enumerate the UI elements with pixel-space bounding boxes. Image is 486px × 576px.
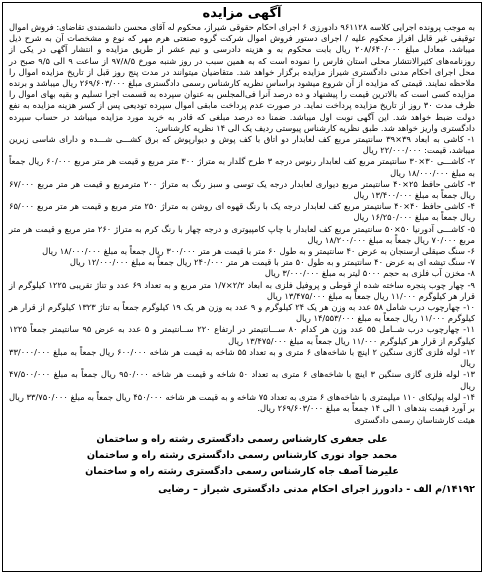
list-item: ۱۳- لوله فلزی گازی سنگین ۳ اینچ با شاخه‌های ۶ متری به تعداد ۵۰ شاخه و قیمت هر شاخه ۹۵۰/۰۰۰ ریال جمعاً به مبلغ ۴۷/۵۰۰/۰۰۰ ریال: [9, 369, 475, 391]
notice-footer: ۱۴۱۹۲/م الف - دادورز اجرای احکام مدنی دادگستری شیراز – رضایی: [158, 484, 475, 496]
signature-line: محمد جواد نوری کارشناس رسمی دادگستری رشته راه و ساختمان: [86, 450, 398, 462]
list-item: ۸- مخزن آب فلزی به حجم ۵۰۰۰ لیتر به مبلغ ۳/۰۰۰/۰۰۰ ریال: [264, 268, 475, 279]
notice-title: آگهی مزایده: [202, 6, 282, 21]
signatures-block: [9, 432, 475, 480]
list-item: ۱- کاشی به ابعاد ۳۹×۳۹ سانتیمتر مربع کف لعابدار دو اتاق با کف پوش و دیوارپوش که برق کشـــی شـــده و دارای شاسی زیرین میباشد، قیمت: ۲۲/۰۰۰/۰۰۰ ریال: [9, 134, 475, 156]
notice-intro: به موجب پرونده اجرایی کلاسه ۹۶۱۱۲۸ دادورزی ۶ اجرای احکام حقوقی شیراز، محکوم له آقای محسن دانشمندی تقاضای: فروش اموال توقیفی غیر قابل افراز محکوم علیه / اجرای دستور فروش اموال شرکت گروه صنعتی هرم مهر که نوع و مشخصات آن به شرح ذیل میباشد، معادل مبلغ ۲۰۸/۶۴۰/۰۰۰ ریال بابت محکوم به و هزینه دادرسی و نیم عشر از طریق مزایده و انتشار آگهی در یکی از روزنامه‌های کثیرالانتشار محلی استان فارس را نموده است که به همین سبب در روز شنبه مورخ ۹۷/۸/۵ از ساعت ۹ الی ۹/۵ صبح در محل اجرای احکام مدنی دادگستری شیراز مزایده برگزار خواهد شد. متقاضیان میتوانند در مدت پنج روز قبل از تاریخ مزایده اموال را ملاحظه نمایند. قیمتی که مزایده از آن شروع میشود براساس نظریه کارشناس رسمی دادگستری مبلغ ۲۶۹/۶۰۳/۰۰۰ ریال میباشد و برنده مزایده کسی است که بالاترین قیمت را پیشنهاد و ده درصد آنرا فی‌المجلس به عنوان سپرده به قسمت اجرا تسلیم و بقیه بهای اموال را ظرف مدت ۳۰ روز از تاریخ مزایده پرداخت نماید. در صورت عدم پرداخت مابقی اموال سپرده تودیعی پس از کسر هزینه مزایده به نفع دولت ضبط خواهد شد. این آگهی نوبت اول میباشد. ضمنا ده درصد مبلغی که قادر به خرید مورد مزایده میباشد در حساب سپرده دادگستری واریز خواهد شد. طبق نظریه کارشناس پیوستی ردیف یک الی ۱۴ نظریه کارشناس:: [9, 22, 475, 133]
signature-line: علیرضا آصف جاه کارشناس رسمی دادگستری رشته راه و ساختمان: [85, 466, 399, 478]
list-item: ۴- کاشی حافظ ۴۰×۴۰ سانتیمتر مربع کف لعابدار درجه یک با رنگ قهوه ای روشن به متراژ ۲۵۰ متر مربع و قیمت هر متر مربع ۶۵/۰۰۰ ریال جمعاً به مبلغ ۱۶/۲۵۰/۰۰۰ ریال: [9, 201, 475, 223]
list-item: ۹- چهار چوب پنجره ساخته شده از قوطی و پروفیل فلزی به ابعاد ۲/۲×۱/۷ متر مربع و به تعداد ۶۹ عدد و تناژ تقریبی ۱۲۲۵ کیلوگرم از قرار هر کیلوگرم ۱۱/۰۰۰ ریال جمعاً به مبلغ ۱۳/۴۷۵/۰۰۰ ریال: [9, 279, 476, 301]
auction-notice: [2, 2, 482, 572]
items-list: [9, 134, 475, 414]
list-item: ۳- کاشی حافظ ۲۵×۴۰ سانتیمتر مربع دیواری لعابدار درجه یک توسی و سبز رنگ به متراژ ۲۰۰ مترمربع و قیمت هر متر مربع ۶۷/۰۰۰ ریال جمعاً به مبلغ ۱۳/۴۰۰/۰۰۰ ریال: [9, 178, 475, 201]
signature-line: علی جعفری کارشناس رسمی دادگستری رشته راه و ساختمان: [96, 434, 388, 446]
list-item: ۶- سنگ صیقلی ارسنجان به عرض ۴۰ سانتیمتر و به طول ۶۰ متر با قیمت هر متر ۳۰۰/۰۰۰ ریال جمعاً به مبلغ ۱۸/۰۰۰/۰۰۰ ریال: [42, 246, 475, 257]
list-item: ۲- کاشـــی ۳۰×۳۰ سانتیمتر مربع کف لعابدار رنوس درجه ۳ طرح گلدار به متراژ ۳۰۰ متر مربع و قیمت هر متر مربع ۶۰/۰۰۰ ریال جمعاً به مبلغ ۱۸/۰۰۰/۰۰۰ ریال: [9, 156, 476, 178]
list-item: ۱۲- لوله فلزی گازی سنگین ۲ اینچ با شاخه‌های ۶ متری و به تعداد ۵۵ شاخه به قیمت هر شاخه ۶۰۰/۰۰۰ ریال جمعاً به مبلغ ۳۳/۰۰۰/۰۰۰ ریال: [9, 346, 475, 369]
experts-panel-note: هیئت کارشناسان رسمی دادگستری: [354, 415, 475, 426]
list-item: ۱۱- چهارچوب درب شــامل ۵۵ عدد وزن هر کدام ۸۰ ســـانتیمتر در ارتفاع ۲۲۰ ســانتیمتر و ۵ عدد به عرض ۹۵ سانتیمتر جمعاً ۱۲۲۵ کیلوگرم از قرار هر کیلوگرم ۱۱/۰۰۰ ریال جمعاً به مبلغ ۱۳/۴۷۵/۰۰۰ ریال: [9, 324, 476, 346]
list-item: ۱۴- لوله پولیکای ۱۱۰ میلیمتری با شاخه‌های ۶ متری به تعداد ۷۵ شاخه و به قیمت هر شاخه ۴۵۰/۰۰۰ ریال جمعاً به مبلغ ۳۳/۷۵۰/۰۰۰ ریال بر آورد قیمت بندهای ۱ الی ۱۴ جمعاً به مبلغ ۲۶۹/۶۰۳/۰۰۰ ریال.: [9, 391, 475, 413]
list-item: ۱۰- چهارچوب درب شامل ۵۸ عدد به وزن هر یک ۲۴ کیلوگرم و ۹ عدد به وزن هر یک ۱۹ کیلوگرم جمعاً به تناژ ۱۳۲۳ کیلوگرم از قرار هر کیلوگرم ۱۱/۰۰۰ ریال جمعاً به مبلغ ۱۴/۵۵۳/۰۰۰ ریال: [9, 302, 475, 324]
list-item: ۷- سنگ تیشه ای به عرض ۴۰ سانتیمتر و به طول ۵۰ متر با قیمت هر متر ۲۴۰/۰۰۰ ریال جمعاً به مبلغ ۱۲/۰۰۰/۰۰۰ ریال: [69, 257, 475, 268]
list-item: ۵- کاشـــی آدورنیا ۵۰×۵۰ سانتیمتر مربع کف لعابدار با چاپ کامپیوتری و درجه چهار با رنگ کرم به متراژ ۲۶۰ متر مربع و قیمت هر متر مربع ۷۰/۰۰۰ ریال جمعاً به مبلغ ۱۸/۲۰۰/۰۰۰ ریال: [9, 223, 475, 245]
